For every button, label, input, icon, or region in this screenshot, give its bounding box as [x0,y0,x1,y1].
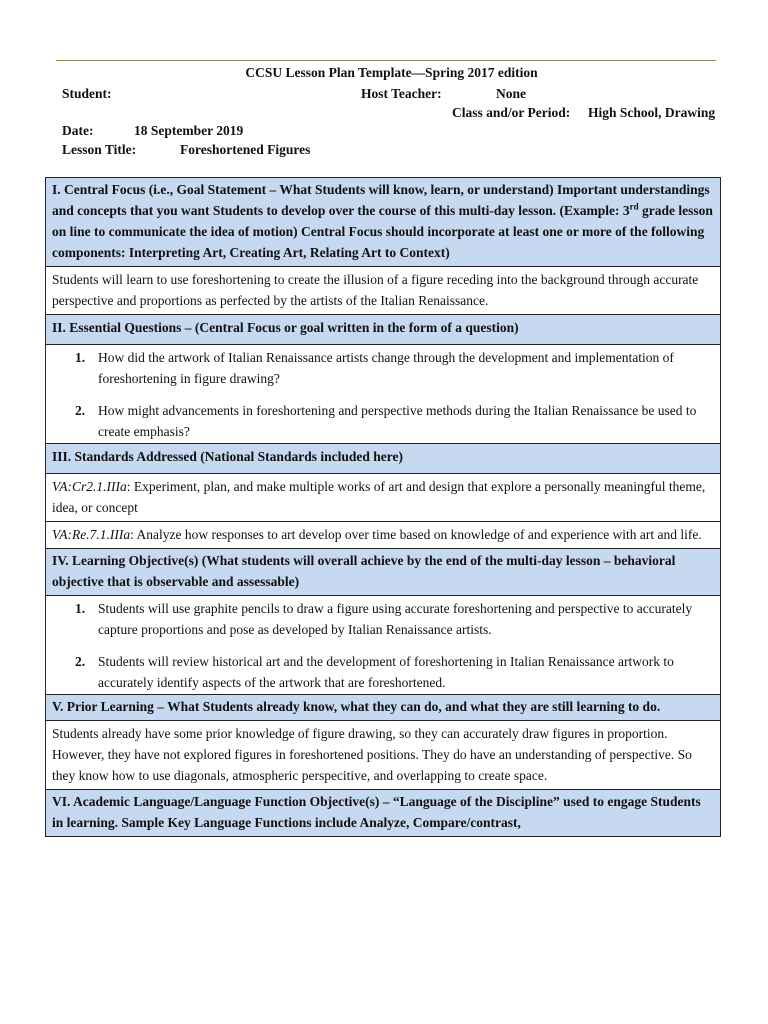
central-focus-body: Students will learn to use foreshortening to create the illusion of a figure receding into the background through accurate perspective and proportions as perfected by the artists of the Italian Renaissance. [46,267,721,315]
host-teacher-value: None [496,86,526,101]
list-item: 1. How did the artwork of Italian Renaissance artists change through the development and implementation of foreshortening in figure drawing? [75,350,674,386]
objectives-heading-row [46,549,721,596]
list-item: 2. How might advancements in foreshortening and perspective methods during the Italian Renaissance be used to create emphasis? [75,403,697,439]
objectives-list-row [46,596,721,695]
essential-questions-list-row [46,345,721,444]
objectives-list [46,596,721,695]
student-label: Student: [62,86,112,101]
essential-questions-heading: II. Essential Questions – (Central Focus or goal written in the form of a question) [46,315,721,345]
standard-item: VA:Re.7.1.IIIa: Analyze how responses to art develop over time based on knowledge of and experience with art and life. [46,522,721,549]
standard-row [46,522,721,549]
host-teacher-label: Host Teacher: [361,86,442,101]
central-focus-heading: I. Central Focus (i.e., Goal Statement – What Students will know, learn, or understand) Important understandings and concepts that you want Students to develop over the course of this multi-day lesson. (Example: 3rd grade lesson on line to communicate the idea of motion) Central Focus should incorporate at least one or more of the following components: Interpreting Art, Creating Art, Relating Art to Context) [46,178,721,267]
standards-heading-row [46,444,721,474]
essential-questions-heading-row [46,315,721,345]
date-value: 18 September 2019 [134,123,244,138]
class-period-value: High School, Drawing [588,105,716,120]
essential-questions-list [46,345,721,444]
prior-learning-heading: V. Prior Learning – What Students already know, what they can do, and what they are still learning to do. [46,695,721,721]
date-label: Date: [62,123,94,138]
list-item: 1. Students will use graphite pencils to draw a figure using accurate foreshortening and perspective to accurately capture proportions and pose as developed by Italian Renaissance artists. [75,601,693,637]
lesson-title-value: Foreshortened Figures [180,142,311,157]
central-focus-heading-row [46,178,721,267]
prior-learning-heading-row [46,695,721,721]
class-period-label: Class and/or Period: [452,105,571,120]
header-rule [56,60,716,61]
document-title: CCSU Lesson Plan Template—Spring 2017 edition [245,65,538,80]
standard-item: VA:Cr2.1.IIIa: Experiment, plan, and make multiple works of art and design that explore a personally meaningful theme, idea, or concept [46,474,721,522]
lesson-plan-table [45,177,721,837]
prior-learning-body: Students already have some prior knowledge of figure drawing, so they can accurately draw figures in proportion. However, they have not explored figures in foreshortened positions. They do have an understanding of perspective. So they know how to use diagonals, atmospheric perspecitive, and overlapping to create space. [46,721,721,790]
standard-row [46,474,721,522]
standards-heading: III. Standards Addressed (National Standards included here) [46,444,721,474]
lesson-title-label: Lesson Title: [62,142,137,157]
prior-learning-body-row [46,721,721,790]
objectives-heading: IV. Learning Objective(s) (What students will overall achieve by the end of the multi-day lesson – behavioral objective that is observable and assessable) [46,549,721,596]
list-item: 2. Students will review historical art and the development of foreshortening in Italian Renaissance artwork to accurately identify aspects of the artwork that are foreshortened. [75,654,674,690]
academic-language-heading: VI. Academic Language/Language Function Objective(s) – “Language of the Discipline” used to engage Students in learning. Sample Key Language Functions include Analyze, Compare/contrast, [46,790,721,837]
academic-language-heading-row [46,790,721,837]
central-focus-body-row [46,267,721,315]
